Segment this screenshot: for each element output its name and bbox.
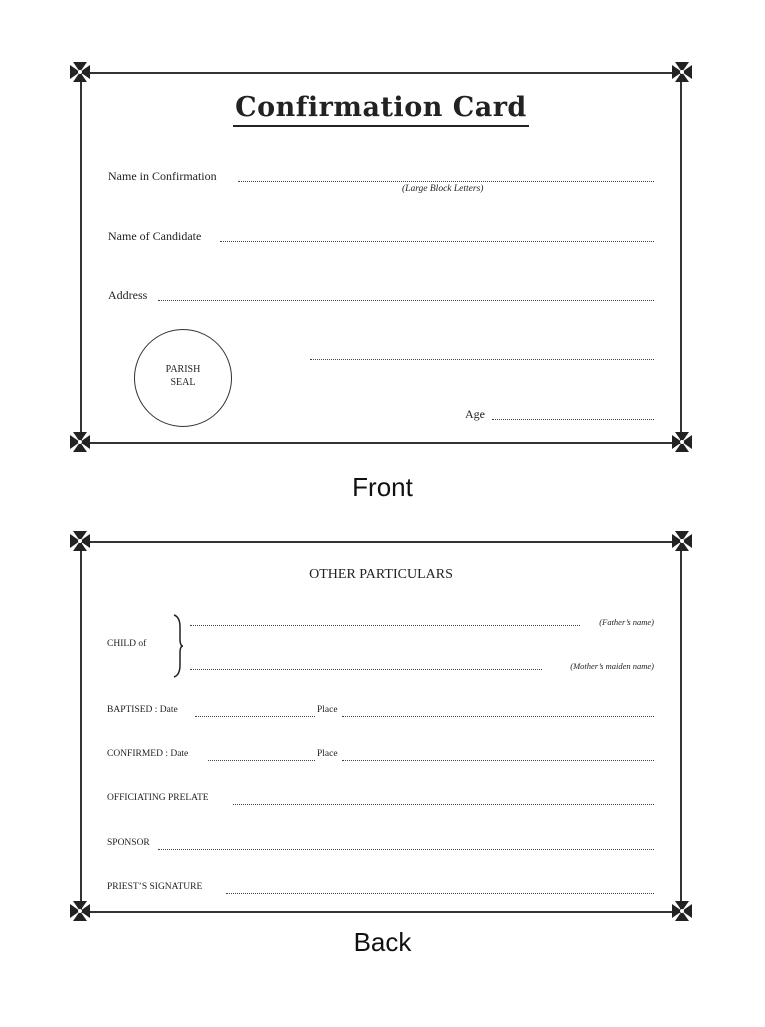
priests-signature-label: PRIEST’S SIGNATURE	[107, 882, 203, 892]
baptised-date-line	[195, 716, 315, 717]
name-in-confirmation-line	[238, 181, 654, 182]
cross-icon	[70, 531, 90, 551]
large-block-letters-hint: (Large Block Letters)	[402, 184, 484, 194]
other-particulars-heading: OTHER PARTICULARS	[309, 567, 453, 582]
brace-icon	[172, 613, 184, 679]
sponsor-line	[158, 849, 654, 850]
seal-text-2: SEAL	[170, 377, 196, 388]
back-caption: Back	[353, 927, 412, 957]
cross-icon	[672, 901, 692, 921]
age-label: Age	[465, 407, 485, 421]
baptised-place-label: Place	[317, 705, 338, 715]
seal-text-1: PARISH	[165, 364, 201, 375]
confirmed-place-label: Place	[317, 749, 338, 759]
mothers-maiden-name-hint: (Mother’s maiden name)	[570, 661, 654, 671]
address-line-1	[158, 300, 654, 301]
name-of-candidate-label: Name of Candidate	[108, 229, 202, 243]
address-line-2	[310, 359, 654, 360]
child-of-label: CHILD of	[107, 639, 147, 649]
fathers-name-line	[190, 625, 580, 626]
cross-icon	[70, 62, 90, 82]
back-right-border	[680, 541, 682, 913]
front-right-border	[680, 72, 682, 444]
front-top-border	[80, 72, 682, 74]
cross-icon	[672, 531, 692, 551]
officiating-prelate-line	[233, 804, 654, 805]
confirmed-date-label: CONFIRMED : Date	[107, 749, 189, 759]
front-bottom-border	[80, 442, 682, 444]
back-card	[80, 541, 682, 913]
confirmed-date-line	[208, 760, 315, 761]
front-left-border	[80, 72, 82, 444]
front-caption: Front	[352, 472, 413, 502]
back-left-border	[80, 541, 82, 913]
card-title: Confirmation Card	[80, 92, 682, 123]
fathers-name-hint: (Father’s name)	[599, 617, 654, 627]
address-label: Address	[108, 288, 148, 302]
officiating-prelate-label: OFFICIATING PRELATE	[107, 793, 209, 803]
baptised-date-label: BAPTISED : Date	[107, 705, 178, 715]
name-in-confirmation-label: Name in Confirmation	[108, 169, 217, 183]
cross-icon	[70, 432, 90, 452]
age-line	[492, 419, 654, 420]
cross-icon	[70, 901, 90, 921]
back-bottom-border	[80, 911, 682, 913]
cross-icon	[672, 62, 692, 82]
front-card	[80, 72, 682, 444]
name-of-candidate-line	[220, 241, 654, 242]
mothers-name-line	[190, 669, 542, 670]
cross-icon	[672, 432, 692, 452]
baptised-place-line	[342, 716, 654, 717]
priests-signature-line	[226, 893, 654, 894]
sponsor-label: SPONSOR	[107, 838, 150, 848]
confirmed-place-line	[342, 760, 654, 761]
parish-seal	[134, 329, 232, 427]
back-top-border	[80, 541, 682, 543]
